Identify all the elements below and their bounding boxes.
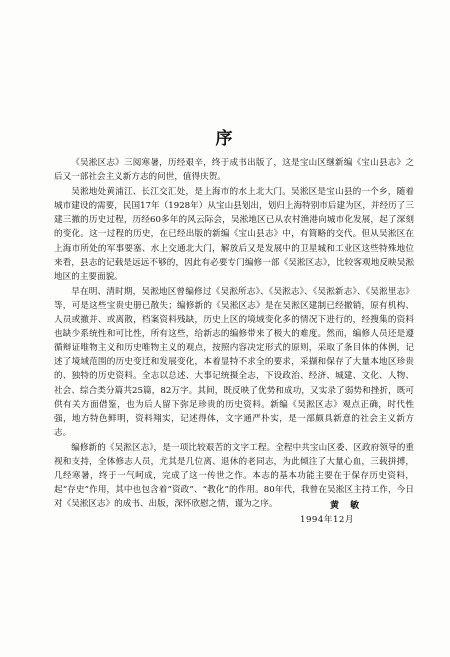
preface-body	[54, 156, 414, 512]
paragraph: 《吴淞区志》三阅寒暑，历经艰辛，终于成书出版了，这是宝山区继新编《宝山县志》之后又一部社会主义新方志的问世，值得庆贺。	[54, 158, 414, 183]
author-signature: 黄 敏	[330, 501, 364, 511]
page-title: 序	[215, 129, 235, 149]
preface-date: 1994年12月	[300, 515, 354, 525]
paragraph: 编修新的《吴淞区志》，是一项比较艰苦的文字工程。全程中共宝山区委、区政府领导的重视和支持，全体修志人员，尤其是几位离、退休的老同志，为此倾注了大量心血，三载拼搏，几经寒暑，终于一气呵成，完成了这一传世之作。本志的基本功能主要在于保存历史资料，起“存史”作用，其中也包含着“资政”、“教化”的作用。80年代，我曾在吴淞区主持工作，今日对《吴淞区志》的成书、出版，深怀欣慰之情，谨为之序。	[54, 442, 414, 510]
paragraph: 吴淞地处黄浦江、长江交汇处，是上海市的水上北大门。吴淞区是宝山县的一个乡，随着城市建设的需要，民国17年（1928年）从宝山县划出，划归上海特别市后建为区，并经历了三建三撤的历史过程，历经60多年的风云际会，吴淞地区已从农村渔港向城市化发展，起了深刻的变化。这一过程的历史，在已经出版的新编《宝山县志》中，有简略的交代。但从吴淞区在上海市所处的军事要塞、水上交通北大门，解放后又是发展中的卫星城和工业区这些特殊地位来看，县志的记载是远远不够的，因此有必要专门编修一部《吴淞区志》，比较客观地反映吴淞地区的主要面貌。	[54, 187, 414, 282]
paragraph: 早在明、清时期，吴淞地区曾编修过《吴淞所志》、《吴淞志》、《吴淞新志》、《吴淞里志》等，可是这些宝贵史册已散失；编修新的《吴淞区志》是在吴淞区建制已经撤销，原有机构、人员或撤并、或离散，档案资料残缺，历史上区的境域变化多的情况下进行的，经搜集的资料也缺少系统性和可比性，所有这些，给新志的编修带来了极大的难度。然而，编修人员还是遵循辩证唯物主义和历史唯物主义的观点，按照内容决定形式的原则，采取了条目体的体例，记述了境域范围的历史变迁和发展变化，本着显特不求全的要求，采撷和保存了大量本地区珍贵的、独特的历史资料。全志以总述、大事记统摄全志，下设政治、经济、城建、文化、人物、社会、综合类分篇共25篇，82万字。其间，既反映了优势和成功，又实录了弱势和挫折，既可供有关方面借鉴，也为后人留下弥足珍贵的历史资料。新编《吴淞区志》观点正确，时代性强，地方特色鲜明，资料翔实，记述得体，文字通严朴实，是一部颇具新意的社会主义新方志。	[54, 286, 414, 438]
